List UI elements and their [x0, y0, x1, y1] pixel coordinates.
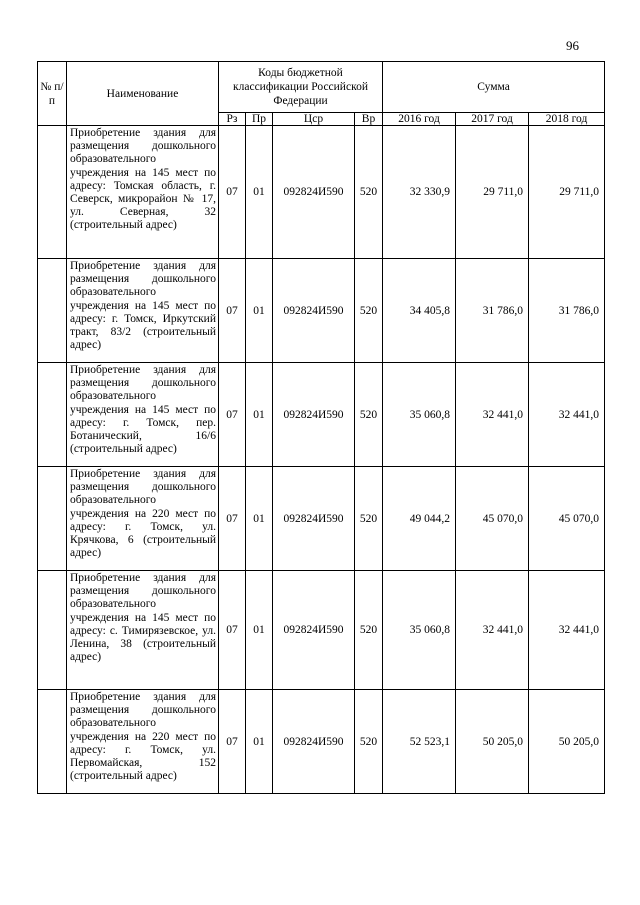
row-sum-2018: 32 441,0	[529, 363, 605, 467]
header-number: № п/п	[38, 62, 67, 126]
row-sum-2017: 32 441,0	[456, 571, 529, 690]
row-number	[38, 259, 67, 363]
header-2018: 2018 год	[529, 113, 605, 126]
row-rz: 07	[219, 690, 246, 794]
row-sum-2018: 32 441,0	[529, 571, 605, 690]
row-sum-2017: 29 711,0	[456, 126, 529, 259]
row-number	[38, 571, 67, 690]
row-name: Приобретение здания для размещения дошкольного образовательного учреждения на 145 мест по адресу: Томская область, г. Северск, микрорайон № 17, ул. Северная, 32 (строительный адрес)	[67, 126, 219, 259]
budget-table	[37, 61, 605, 794]
row-name: Приобретение здания для размещения дошкольного образовательного учреждения на 145 мест по адресу: с. Тимирязевское, ул. Ленина, 38 (строительный адрес)	[67, 571, 219, 690]
row-number	[38, 363, 67, 467]
table-row	[38, 690, 605, 794]
row-rz: 07	[219, 259, 246, 363]
row-rz: 07	[219, 467, 246, 571]
row-number	[38, 467, 67, 571]
table-row	[38, 363, 605, 467]
row-sum-2016: 34 405,8	[383, 259, 456, 363]
header-2017: 2017 год	[456, 113, 529, 126]
row-pr: 01	[246, 467, 273, 571]
row-sum-2018: 50 205,0	[529, 690, 605, 794]
row-vr: 520	[355, 363, 383, 467]
row-csr: 092824И590	[273, 259, 355, 363]
header-rz: Рз	[219, 113, 246, 126]
row-pr: 01	[246, 363, 273, 467]
table-body	[38, 126, 605, 794]
header-budget-codes: Коды бюджетной классификации Российской Федерации	[219, 62, 383, 113]
row-pr: 01	[246, 690, 273, 794]
table-row	[38, 259, 605, 363]
row-csr: 092824И590	[273, 571, 355, 690]
row-pr: 01	[246, 259, 273, 363]
row-csr: 092824И590	[273, 467, 355, 571]
row-name: Приобретение здания для размещения дошкольного образовательного учреждения на 220 мест по адресу: г. Томск, ул. Первомайская, 152 (строительный адрес)	[67, 690, 219, 794]
row-sum-2016: 52 523,1	[383, 690, 456, 794]
row-number	[38, 690, 67, 794]
row-sum-2016: 35 060,8	[383, 571, 456, 690]
row-csr: 092824И590	[273, 363, 355, 467]
page-number: 96	[566, 38, 579, 53]
table-row	[38, 467, 605, 571]
row-sum-2017: 32 441,0	[456, 363, 529, 467]
row-vr: 520	[355, 571, 383, 690]
row-sum-2018: 31 786,0	[529, 259, 605, 363]
row-rz: 07	[219, 363, 246, 467]
row-sum-2017: 31 786,0	[456, 259, 529, 363]
row-name: Приобретение здания для размещения дошкольного образовательного учреждения на 145 мест по адресу: г. Томск, Иркутский тракт, 83/2 (строительный адрес)	[67, 259, 219, 363]
table-row	[38, 126, 605, 259]
row-vr: 520	[355, 467, 383, 571]
row-rz: 07	[219, 126, 246, 259]
row-vr: 520	[355, 259, 383, 363]
row-sum-2018: 29 711,0	[529, 126, 605, 259]
row-csr: 092824И590	[273, 126, 355, 259]
row-csr: 092824И590	[273, 690, 355, 794]
header-name: Наименование	[67, 62, 219, 126]
row-number	[38, 126, 67, 259]
row-sum-2018: 45 070,0	[529, 467, 605, 571]
header-sum: Сумма	[383, 62, 605, 113]
row-name: Приобретение здания для размещения дошкольного образовательного учреждения на 145 мест по адресу: г. Томск, пер. Ботанический, 16/6 (строительный адрес)	[67, 363, 219, 467]
row-sum-2016: 32 330,9	[383, 126, 456, 259]
row-sum-2016: 49 044,2	[383, 467, 456, 571]
row-pr: 01	[246, 126, 273, 259]
row-sum-2017: 45 070,0	[456, 467, 529, 571]
header-2016: 2016 год	[383, 113, 456, 126]
row-sum-2017: 50 205,0	[456, 690, 529, 794]
header-csr: Цср	[273, 113, 355, 126]
row-rz: 07	[219, 571, 246, 690]
row-vr: 520	[355, 126, 383, 259]
header-vr: Вр	[355, 113, 383, 126]
row-vr: 520	[355, 690, 383, 794]
row-name: Приобретение здания для размещения дошкольного образовательного учреждения на 220 мест по адресу: г. Томск, ул. Крячкова, 6 (строительный адрес)	[67, 467, 219, 571]
row-sum-2016: 35 060,8	[383, 363, 456, 467]
row-pr: 01	[246, 571, 273, 690]
table-row	[38, 571, 605, 690]
header-pr: Пр	[246, 113, 273, 126]
